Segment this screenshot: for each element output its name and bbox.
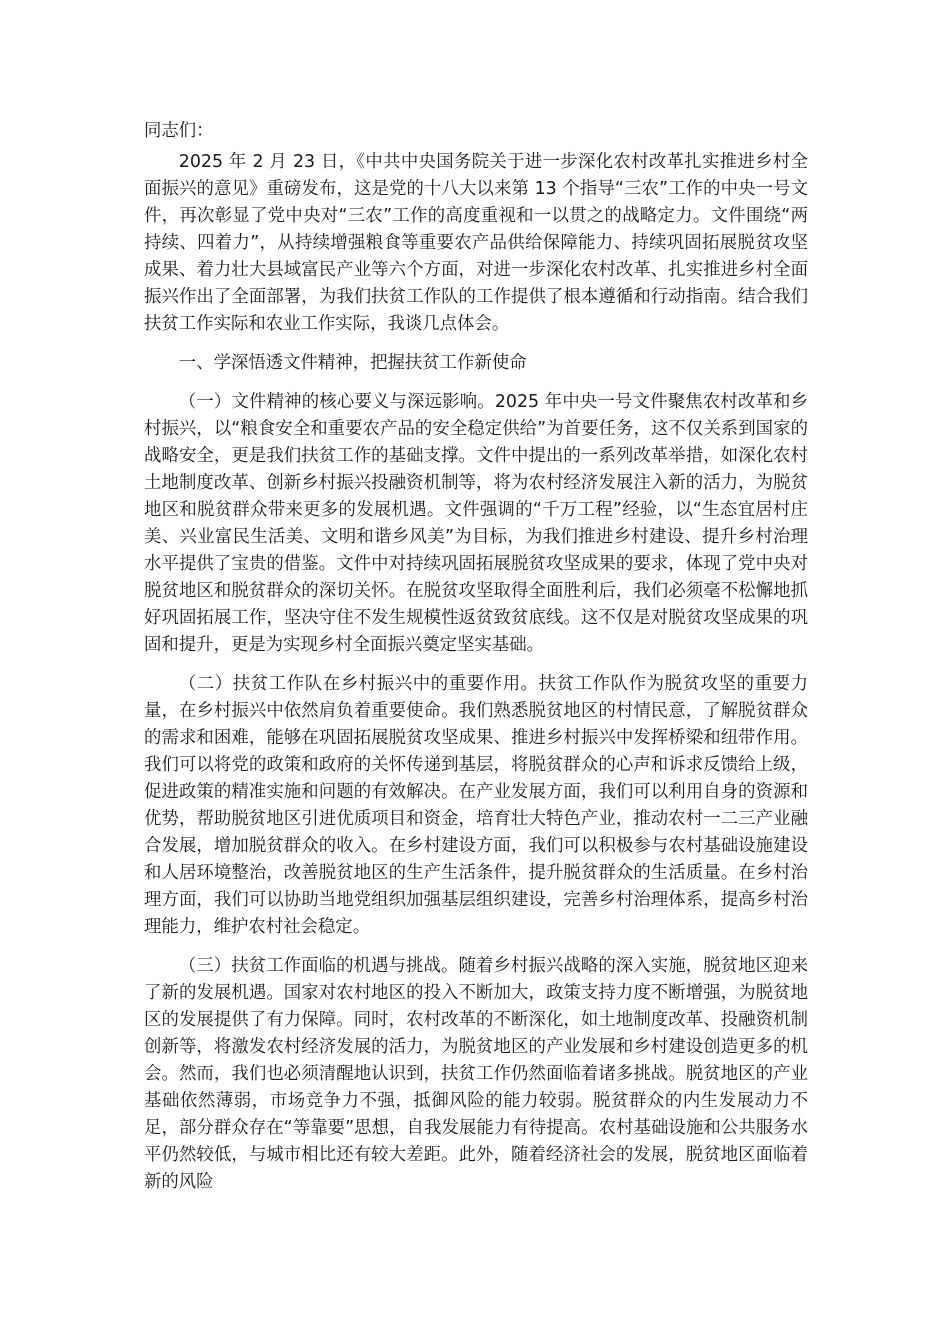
subsection-paragraph-2: （二）扶贫工作队在乡村振兴中的重要作用。扶贫工作队作为脱贫攻坚的重要力量，在乡村振兴中依然肩负着重要使命。我们熟悉脱贫地区的村情民意，了解脱贫群众的需求和困难，能够在巩固拓展脱贫攻坚成果、推进乡村振兴中发挥桥梁和纽带作用。我们可以将党的政策和政府的关怀传递到基层，将脱贫群众的心声和诉求反馈给上级，促进政策的精准实施和问题的有效解决。在产业发展方面，我们可以利用自身的资源和优势，帮助脱贫地区引进优质项目和资金，培育壮大特色产业，推动农村一二三产业融合发展，增加脱贫群众的收入。在乡村建设方面，我们可以积极参与农村基础设施建设和人居环境整治，改善脱贫地区的生产生活条件，提升脱贫群众的生活质量。在乡村治理方面，我们可以协助当地党组织加强基层组织建设，完善乡村治理体系，提高乡村治理能力，维护农村社会稳定。 xyxy=(144,674,808,937)
section-heading: 一、学深悟透文件精神，把握扶贫工作新使命 xyxy=(178,353,527,373)
subsection-paragraph-3: （三）扶贫工作面临的机遇与挑战。随着乡村振兴战略的深入实施，脱贫地区迎来了新的发展机遇。国家对农村地区的投入不断加大，政策支持力度不断增强，为脱贫地区的发展提供了有力保障。同时，农村改革的不断深化，如土地制度改革、投融资机制创新等，将激发农村经济发展的活力，为脱贫地区的产业发展和乡村建设创造更多的机会。然而，我们也必须清醒地认识到，扶贫工作仍然面临着诸多挑战。脱贫地区的产业基础依然薄弱，市场竞争力不强，抵御风险的能力较弱。脱贫群众的内生发展动力不足，部分群众存在“等靠要”思想，自我发展能力有待提高。农村基础设施和公共服务水平仍然较低，与城市相比还有较大差距。此外，随着经济社会的发展，脱贫地区面临着新的风险 xyxy=(144,956,808,1192)
subsection-paragraph-1: （一）文件精神的核心要义与深远影响。2025 年中央一号文件聚焦农村改革和乡村振兴，以“粮食安全和重要农产品的安全稳定供给”为首要任务，这不仅关系到国家的战略安全，更是我们扶贫工作的基础支撑。文件中提出的一系列改革举措，如深化农村土地制度改革、创新乡村振兴投融资机制等，将为农村经济发展注入新的活力，为脱贫地区和脱贫群众带来更多的发展机遇。文件强调的“千万工程”经验，以“生态宜居村庄美、兴业富民生活美、文明和谐乡风美”为目标，为我们推进乡村建设、提升乡村治理水平提供了宝贵的借鉴。文件中对持续巩固拓展脱贫攻坚成果的要求，体现了党中央对脱贫地区和脱贫群众的深切关怀。在脱贫攻坚取得全面胜利后，我们必须毫不松懈地抓好巩固拓展工作，坚决守住不发生规模性返贫致贫底线。这不仅是对脱贫攻坚成果的巩固和提升，更是为实现乡村全面振兴奠定坚实基础。 xyxy=(144,392,808,655)
intro-paragraph: 2025 年 2 月 23 日，《中共中央国务院关于进一步深化农村改革扎实推进乡村全面振兴的意见》重磅发布，这是党的十八大以来第 13 个指导“三农”工作的中央一号文件，再次彰显了党中央对“三农”工作的高度重视和一以贯之的战略定力。文件围绕“两持续、四着力”，从持续增强粮食等重要农产品供给保障能力、持续巩固拓展脱贫攻坚成果、着力壮大县域富民产业等六个方面，对进一步深化农村改革、扎实推进乡村全面振兴作出了全面部署，为我们扶贫工作队的工作提供了根本遵循和行动指南。结合我们扶贫工作实际和农业工作实际，我谈几点体会。 xyxy=(144,152,808,334)
salutation: 同志们： xyxy=(144,121,214,141)
document-page xyxy=(144,118,808,1208)
